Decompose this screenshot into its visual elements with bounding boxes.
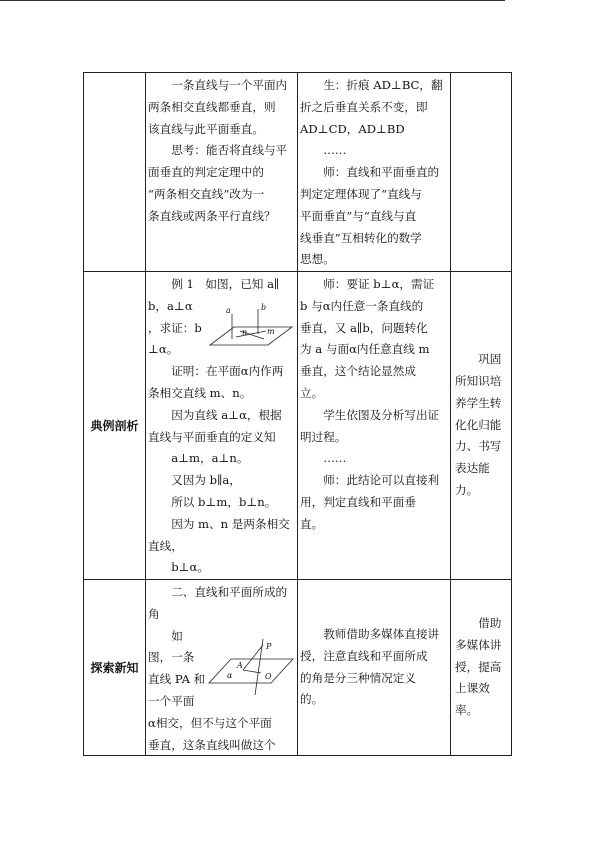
label-b: b xyxy=(261,303,267,312)
text-line: AD⊥CD，AD⊥BD xyxy=(300,121,405,136)
text-line: α相交，但不与这个平面 xyxy=(148,715,272,730)
text-line: 教师借助多媒体直接讲 xyxy=(323,626,440,641)
text-line: 多媒体讲 xyxy=(455,637,502,652)
text-line: 一个平面 xyxy=(148,693,195,708)
paragraph xyxy=(300,140,450,162)
text-line: 力、书写 xyxy=(455,439,502,454)
section-label: 典例剖析 xyxy=(90,418,139,433)
text-line: “两条相交直线”改为一 xyxy=(148,186,265,201)
parallel-lines-figure xyxy=(206,301,294,351)
text-line: 直。 xyxy=(300,516,324,531)
paragraph xyxy=(148,514,297,558)
text-line: b 与α内任意一条直线的 xyxy=(300,298,424,313)
text-line: 的。 xyxy=(300,692,324,707)
text-line: ⊥α。 xyxy=(148,342,179,357)
text-line: 所知识培 xyxy=(455,374,502,388)
purpose-cell xyxy=(450,271,512,580)
text-line: 思考：能否将直线与平 xyxy=(171,143,288,158)
paragraph xyxy=(148,492,297,514)
text-line: 条直线或两条平行直线？ xyxy=(148,208,276,223)
text-line: 因为直线 a⊥α，根据 xyxy=(171,407,282,422)
paragraph xyxy=(148,361,297,405)
label-a: A xyxy=(237,661,243,670)
text-line: 师：直线和平面垂直的 xyxy=(323,165,440,180)
paragraph xyxy=(148,405,297,449)
lesson-plan-table xyxy=(83,72,512,756)
section-cell-empty xyxy=(83,72,146,272)
text-line: 图，一条 xyxy=(148,650,195,665)
purpose-cell xyxy=(450,72,512,272)
text-line: 表达能 xyxy=(455,461,490,476)
line-m xyxy=(236,331,266,337)
text-line: 面垂直的判定定理中的 xyxy=(148,165,264,180)
line-plane-angle-figure xyxy=(206,637,294,697)
paragraph xyxy=(148,470,297,492)
content-cell xyxy=(145,579,298,756)
label-a: a xyxy=(226,306,231,315)
text-line: 直线 PA 和 xyxy=(148,672,206,687)
text-line: 授，注意直线和平面所成 xyxy=(300,648,428,663)
text-line: 化化归能 xyxy=(455,417,502,432)
text-line: 借助 xyxy=(478,616,502,630)
oblique-line xyxy=(255,639,263,695)
label-alpha: α xyxy=(227,671,233,680)
text-line: 养学生转 xyxy=(455,395,502,410)
text-line: b，a⊥α xyxy=(148,298,193,313)
section-label: 探索新知 xyxy=(90,660,139,675)
text-line: ，求证：b xyxy=(148,320,202,335)
text-line: 师：此结论可以直接利 xyxy=(323,473,440,488)
header-rule xyxy=(0,0,505,1)
text-line: 为 a 与面α内任意直线 m xyxy=(300,342,430,357)
paragraph xyxy=(300,405,450,449)
text-line: 平面垂直”与“直线与直 xyxy=(300,208,417,223)
paragraph xyxy=(300,162,450,271)
paragraph xyxy=(148,448,297,470)
section-cell xyxy=(83,271,146,580)
text-line: 条相交直线 m、n。 xyxy=(148,385,252,400)
text-line: 角 xyxy=(148,606,160,621)
text-line: 二、直线和平面所成的 xyxy=(171,585,288,599)
text-line: 两条相交直线都垂直，则 xyxy=(148,99,276,114)
activity-cell xyxy=(297,579,451,756)
text-line: 立。 xyxy=(300,385,324,400)
paragraph xyxy=(455,349,511,502)
content-cell xyxy=(145,271,298,580)
activity-cell xyxy=(297,271,451,580)
purpose-cell xyxy=(450,579,512,756)
label-o: O xyxy=(265,672,272,681)
content-cell xyxy=(145,72,298,272)
text-line: 所以 b⊥m，b⊥n。 xyxy=(171,494,277,509)
label-m: m xyxy=(267,327,275,336)
text-line: 师：要证 b⊥α，需证 xyxy=(323,277,435,291)
text-line: 折之后垂直关系不变，即 xyxy=(300,99,428,114)
paragraph xyxy=(300,274,450,405)
text-line: 例 1 如图，已知 a∥ xyxy=(171,277,280,291)
plane-alpha xyxy=(210,327,292,345)
text-line: 垂直，这个结论显然成 xyxy=(300,364,416,379)
label-p: P xyxy=(266,642,272,651)
text-line: 如 xyxy=(171,628,183,643)
text-line: …… xyxy=(323,143,347,158)
paragraph xyxy=(300,448,450,470)
text-line: 直线与平面垂直的定义知 xyxy=(148,429,276,444)
text-line: 一条直线与一个平面内 xyxy=(171,78,288,92)
text-line: 证明：在平面α内作两 xyxy=(171,364,284,379)
text-line: 的角是分三种情况定义 xyxy=(300,670,416,685)
text-line: a⊥m，a⊥n。 xyxy=(171,451,249,466)
text-line: 垂直，这条直线叫做这个 xyxy=(148,737,276,752)
text-line: 率。 xyxy=(455,703,479,718)
text-line: 用，判定直线和平面垂 xyxy=(300,494,416,509)
paragraph xyxy=(148,140,297,227)
paragraph xyxy=(455,613,511,722)
paragraph xyxy=(148,75,297,140)
text-line: 学生依图及分析写出证 xyxy=(323,407,440,422)
text-line: 又因为 b∥a， xyxy=(171,473,241,488)
paragraph xyxy=(300,624,450,711)
label-n: n xyxy=(242,328,248,337)
text-line: 因为 m、n 是两条相交 xyxy=(171,516,290,531)
paragraph xyxy=(300,470,450,535)
text-line: 判定定理体现了“直线与 xyxy=(300,186,422,201)
text-line: 垂直，又 a∥b，问题转化 xyxy=(300,320,428,335)
paragraph xyxy=(148,582,297,626)
text-line: 生：折痕 AD⊥BC，翻 xyxy=(323,78,443,92)
section-cell xyxy=(83,579,146,756)
activity-cell xyxy=(297,72,451,272)
paragraph xyxy=(148,557,297,579)
text-line: 力。 xyxy=(455,482,479,497)
text-line: 巩固 xyxy=(478,352,502,367)
text-line: 直线， xyxy=(148,538,183,553)
text-line: 该直线与此平面垂直。 xyxy=(148,121,264,136)
text-line: 思想。 xyxy=(300,252,335,267)
text-line: 线垂直”互相转化的数学 xyxy=(300,230,422,245)
paragraph xyxy=(300,75,450,140)
text-line: 授，提高 xyxy=(455,659,502,674)
text-line: …… xyxy=(323,451,347,466)
text-line: 明过程。 xyxy=(300,429,347,444)
text-line: 上课效 xyxy=(455,681,490,696)
text-line: b⊥α。 xyxy=(171,560,209,575)
